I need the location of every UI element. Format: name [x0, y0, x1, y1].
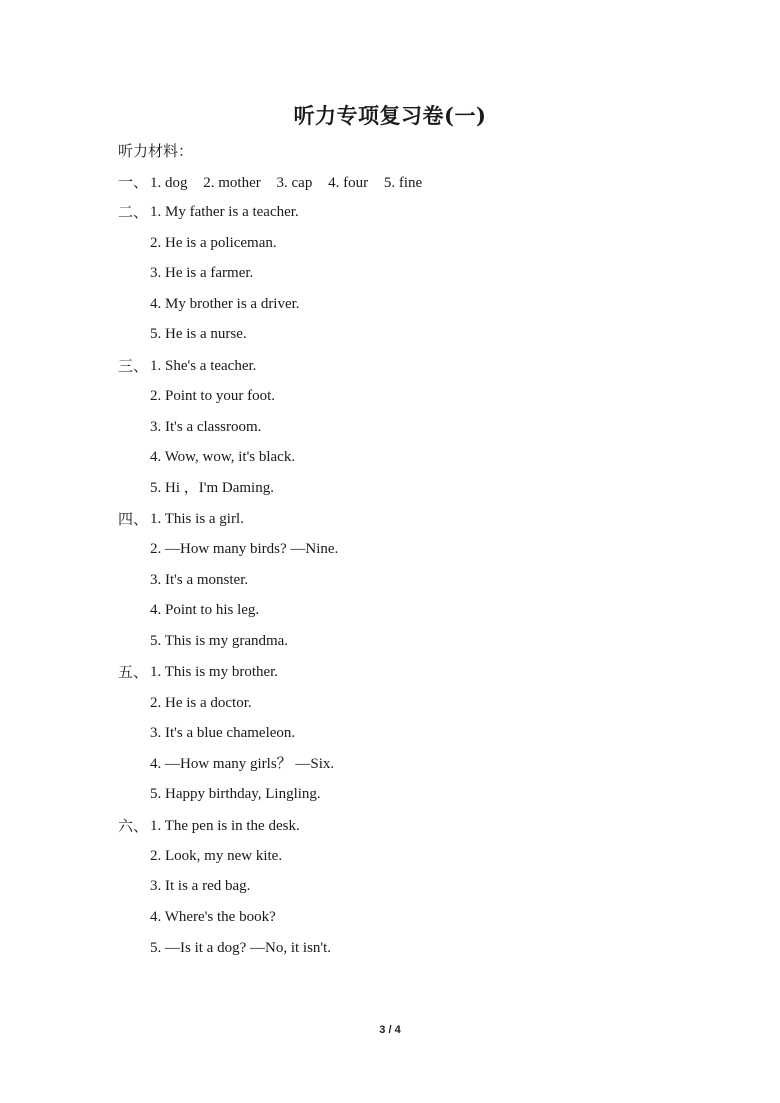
list-item: 2. He is a policeman.: [150, 235, 277, 251]
page-number: 3 / 4: [379, 1024, 401, 1036]
word-item: 2. mother: [203, 175, 261, 191]
list-item: 1. This is a girl.: [150, 511, 244, 527]
list-item: 4. Where's the book?: [150, 909, 276, 925]
list-item: 3. He is a farmer.: [150, 265, 254, 281]
list-item: 4. Wow, wow, it's black.: [150, 449, 296, 465]
section-marker: 一、: [118, 173, 149, 191]
list-item: 3. It's a monster.: [150, 572, 249, 588]
list-item: 5. Hi ，I'm Daming.: [150, 480, 274, 496]
list-item: 4. My brother is a driver.: [150, 296, 300, 312]
section-heading: 听力材料：: [118, 142, 194, 160]
word-item: 4. four: [328, 175, 369, 191]
word-item: 3. cap: [276, 175, 313, 191]
list-item: 5. —Is it a dog? —No, it isn't.: [150, 940, 332, 956]
section-marker: 六、: [118, 817, 149, 835]
list-item: 1. This is my brother.: [150, 664, 279, 680]
word-item: 5. fine: [383, 175, 423, 191]
section-marker: 五、: [118, 663, 149, 681]
list-item: 3. It's a blue chameleon.: [150, 725, 296, 741]
word-item: 1. dog: [150, 175, 188, 191]
list-item: 2. He is a doctor.: [150, 695, 252, 711]
list-item: 5. This is my grandma.: [150, 633, 289, 649]
list-item: 2. —How many birds? —Nine.: [150, 541, 339, 557]
list-item: 1. She's a teacher.: [150, 358, 257, 374]
list-item: 5. Happy birthday, Lingling.: [150, 786, 321, 802]
list-item: 1. My father is a teacher.: [150, 204, 299, 220]
section-marker: 二、: [118, 203, 149, 221]
page-title: 听力专项复习卷(一): [293, 103, 487, 128]
list-item: 2. Point to your foot.: [150, 388, 276, 404]
section-marker: 三、: [118, 357, 149, 375]
list-item: 3. It's a classroom.: [150, 419, 262, 435]
list-item: 3. It is a red bag.: [150, 878, 251, 894]
section-1-row: [118, 172, 422, 193]
list-item: 4. —How many girls？ —Six.: [150, 756, 335, 772]
section-marker: 四、: [118, 510, 149, 528]
list-item: 2. Look, my new kite.: [150, 848, 283, 864]
list-item: 4. Point to his leg.: [150, 602, 260, 618]
list-item: 5. He is a nurse.: [150, 326, 247, 342]
list-item: 1. The pen is in the desk.: [150, 818, 300, 834]
